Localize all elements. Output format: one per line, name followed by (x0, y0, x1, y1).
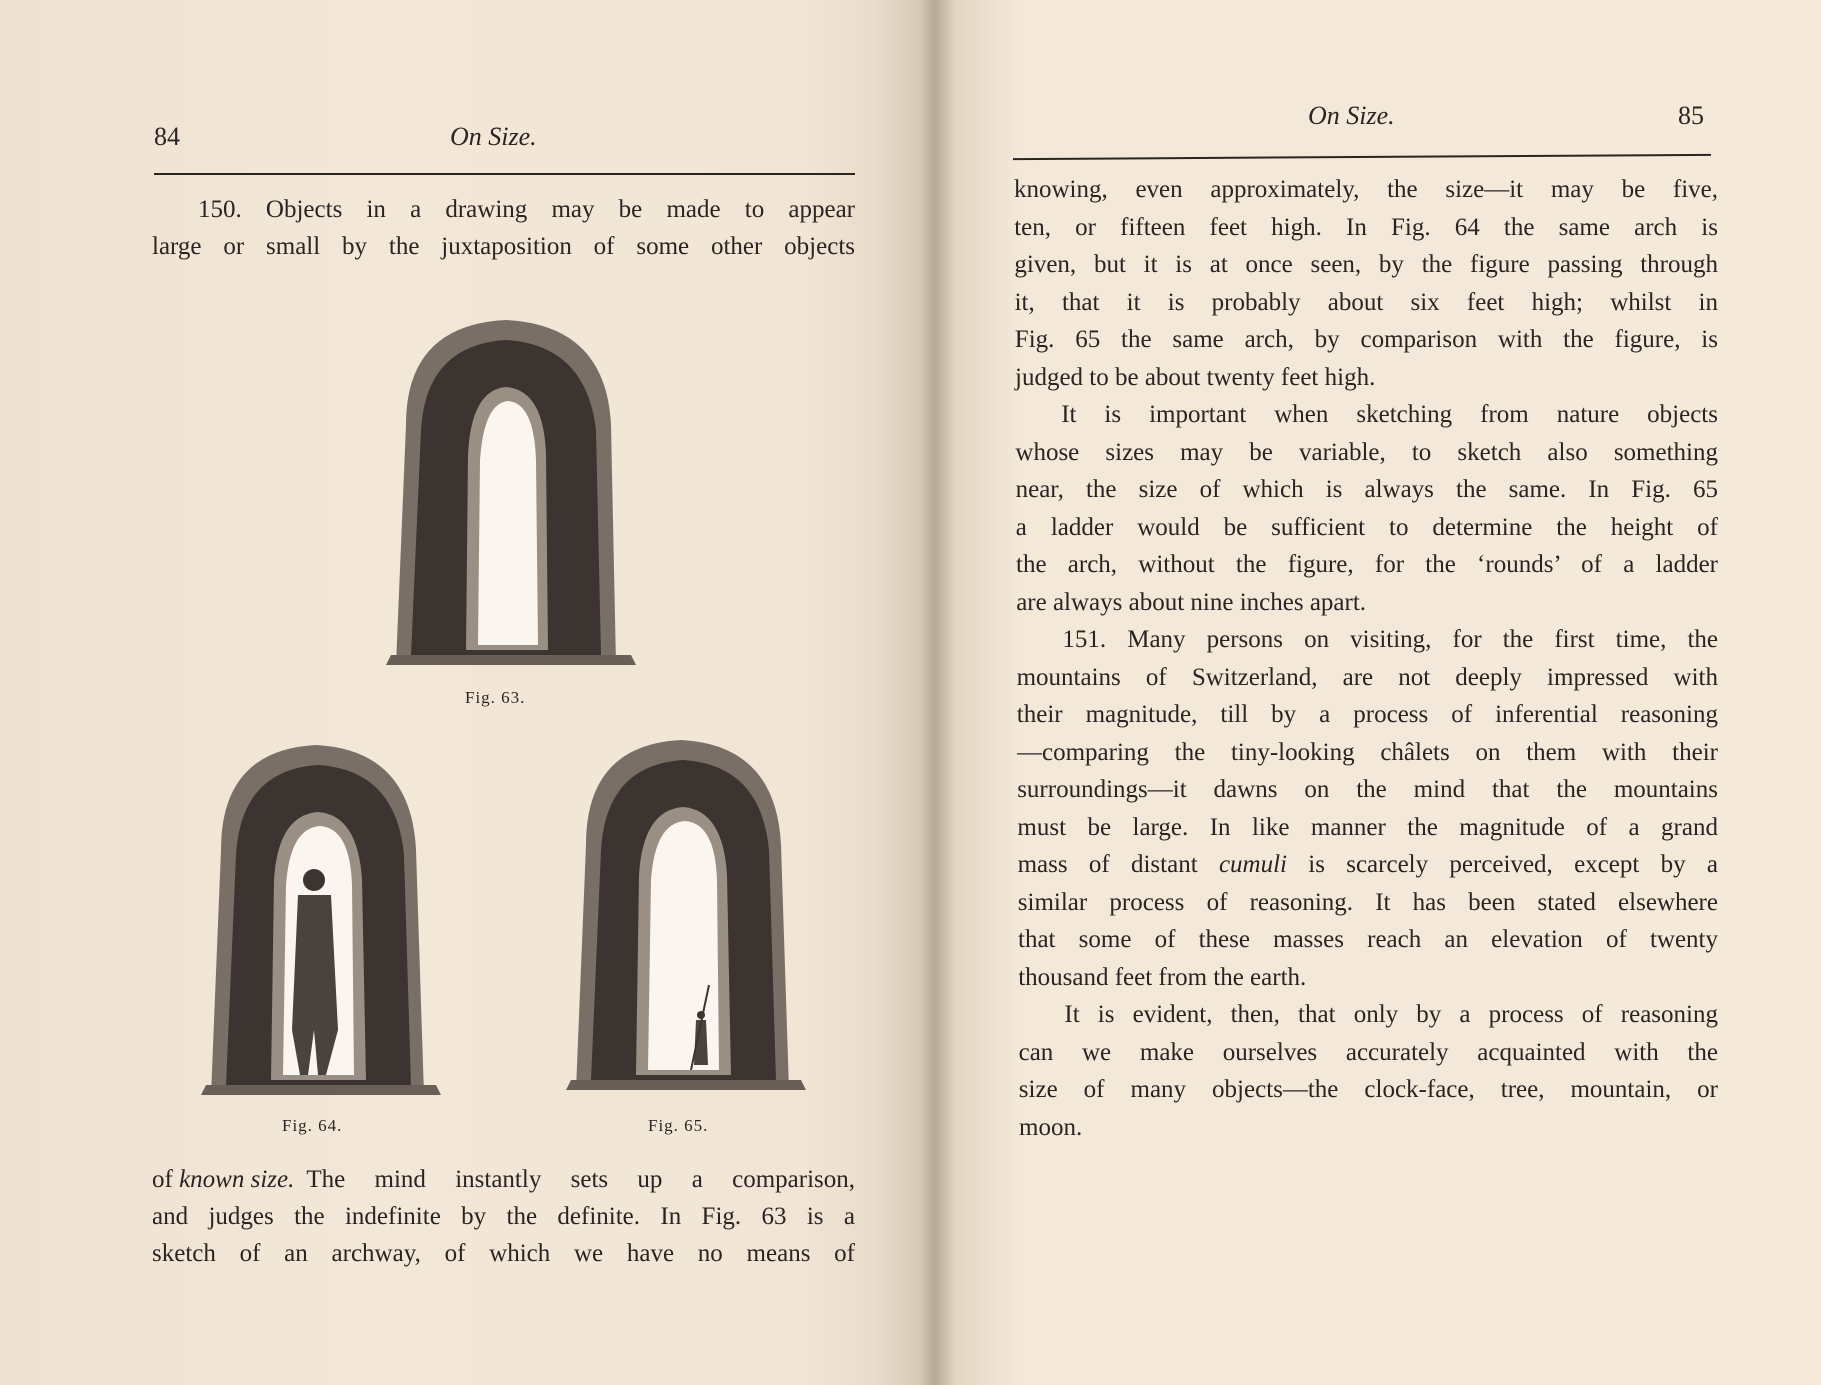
body-line: must be large. In like manner the magnitude of a grand (1017, 813, 1718, 841)
figure-63-archway-illustration (366, 305, 656, 675)
body-line: thousand feet from the earth. (1018, 963, 1307, 991)
body-line: It is important when sketching from nature objects (1061, 401, 1718, 428)
body-line: size of many objects—the clock-face, tree, mountain, or (1018, 1076, 1718, 1103)
italic-text-known-size: known size. (179, 1166, 295, 1193)
body-line: knowing, even approximately, the size—it may be five, (1014, 176, 1718, 203)
body-text: of (152, 1166, 180, 1193)
body-line: a ladder would be sufficient to determine the height of (1015, 513, 1718, 541)
body-line: and judges the indefinite by the definite. In Fig. 63 is a (152, 1203, 855, 1230)
body-line: it, that it is probably about six feet high; whilst in (1014, 288, 1718, 316)
body-line: can we make ourselves accurately acquainted with the (1018, 1038, 1718, 1066)
body-line: given, but it is at once seen, by the figure passing through (1014, 251, 1718, 278)
body-line: moon. (1019, 1113, 1083, 1141)
running-head-left: On Size. (450, 122, 537, 151)
body-line: whose sizes may be variable, to sketch also something (1015, 438, 1718, 466)
page-number-right: 85 (1678, 101, 1704, 130)
figure-65-caption: Fig. 65. (648, 1116, 709, 1135)
figure-63-caption: Fig. 63. (465, 688, 526, 707)
header-rule-right (1013, 154, 1711, 160)
body-line: that some of these masses reach an elevation of twenty (1018, 926, 1718, 953)
body-line: mass of distant cumuli is scarcely perceived, except by a (1017, 851, 1718, 878)
body-line: It is evident, then, that only by a process of reasoning (1064, 1001, 1718, 1028)
body-line: the arch, without the figure, for the ‘rounds’ of a ladder (1016, 551, 1718, 578)
body-line: mountains of Switzerland, are not deeply impressed with (1016, 663, 1718, 691)
body-line (152, 1165, 855, 1195)
body-line: similar process of reasoning. It has been stated elsewhere (1017, 888, 1718, 916)
header-rule-left (154, 173, 855, 175)
body-line: ten, or fifteen feet high. In Fig. 64 the same arch is (1014, 213, 1718, 241)
body-line: near, the size of which is always the same. In Fig. 65 (1015, 476, 1718, 503)
figure-64-caption: Fig. 64. (282, 1116, 343, 1135)
body-line: judged to be about twenty feet high. (1015, 363, 1376, 391)
body-line: surroundings—it dawns on the mind that the mountains (1017, 776, 1718, 803)
running-head-right: On Size. (1308, 101, 1395, 130)
body-line: 150. Objects in a drawing may be made to appear (198, 196, 855, 223)
body-line: 151. Many persons on visiting, for the first time, the (1062, 626, 1718, 653)
body-line: are always about nine inches apart. (1016, 588, 1367, 616)
body-line: sketch of an archway, of which we have no means of (152, 1240, 855, 1267)
body-line: large or small by the juxtaposition of some other objects (152, 233, 855, 260)
body-line: Fig. 65 the same arch, by comparison with the figure, is (1014, 326, 1718, 353)
figure-64-archway-with-figure-illustration (186, 730, 456, 1105)
body-line: their magnitude, till by a process of inferential reasoning (1016, 701, 1718, 728)
page-number-left: 84 (154, 122, 180, 151)
body-line: —comparing the tiny-looking châlets on them with their (1017, 738, 1718, 766)
body-text: The mind instantly sets up a comparison, (306, 1166, 855, 1193)
figure-65-archway-with-small-figure-illustration (551, 725, 821, 1100)
